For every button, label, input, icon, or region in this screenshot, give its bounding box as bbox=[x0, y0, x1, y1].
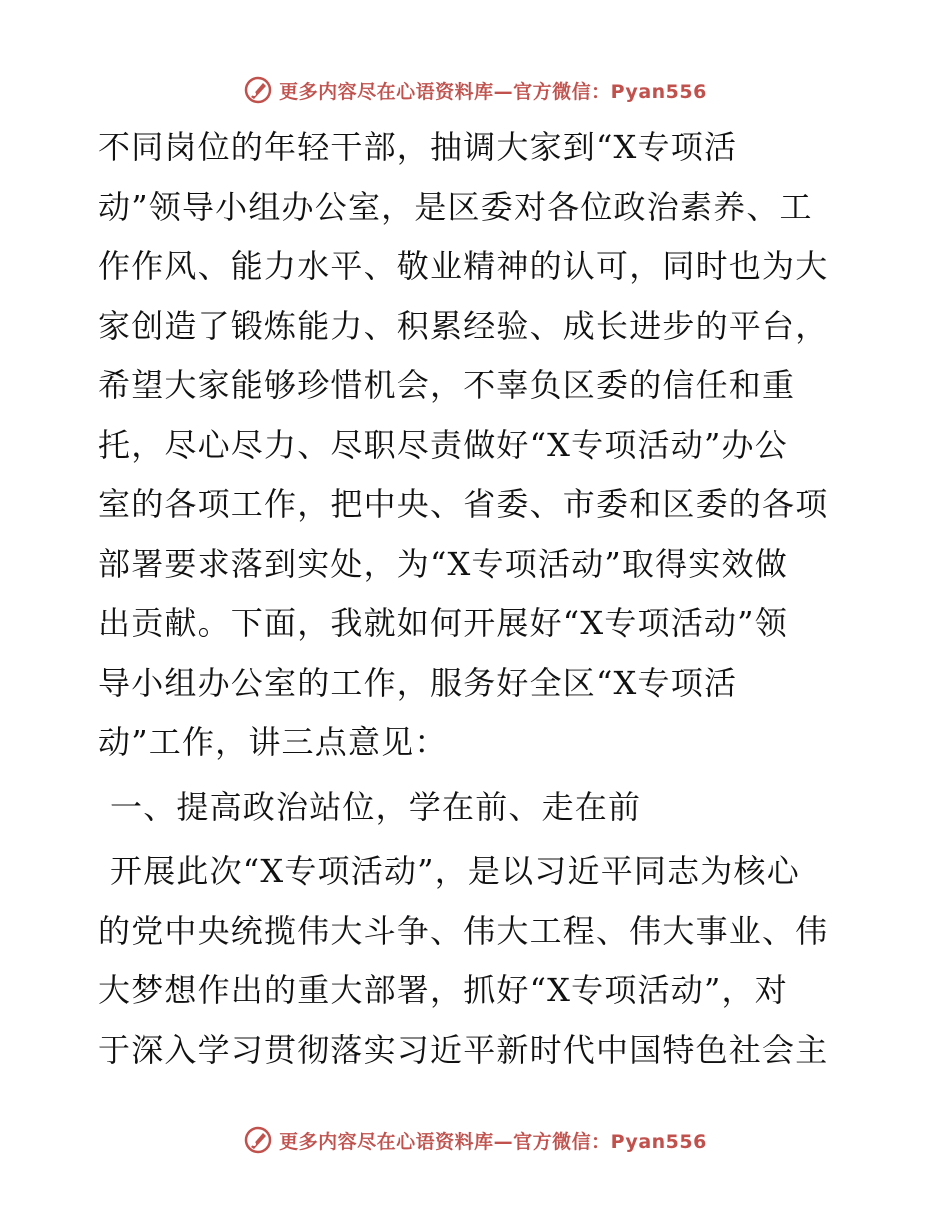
body-line: 室的各项工作，把中央、省委、市委和区委的各项 bbox=[98, 485, 829, 523]
body-line: 出贡献。下面，我就如何开展好“X专项活动”领 bbox=[98, 604, 788, 642]
body-line: 导小组办公室的工作，服务好全区“X专项活 bbox=[98, 663, 738, 702]
pen-logo-icon bbox=[243, 75, 273, 105]
header-watermark-banner bbox=[0, 70, 950, 110]
body-line: 动”工作，讲三点意见： bbox=[98, 723, 448, 761]
pen-logo-icon bbox=[243, 1125, 273, 1155]
body-line: 开展此次“X专项活动”，是以习近平同志为核心 bbox=[110, 852, 800, 890]
body-line: 动”领导小组办公室，是区委对各位政治素养、工 bbox=[98, 187, 813, 226]
footer-watermark-banner bbox=[0, 1120, 950, 1160]
body-line: 作作风、能力水平、敬业精神的认可，同时也为大 bbox=[98, 247, 829, 285]
body-line: 部署要求落到实处，为“X专项活动”取得实效做 bbox=[98, 544, 788, 583]
body-line: 于深入学习贯彻落实习近平新时代中国特色社会主 bbox=[98, 1030, 829, 1069]
document-body bbox=[98, 118, 858, 1080]
body-line: 不同岗位的年轻干部，抽调大家到“X专项活 bbox=[98, 128, 738, 166]
body-line: 家创造了锻炼能力、积累经验、成长进步的平台， bbox=[98, 306, 829, 345]
body-line: 希望大家能够珍惜机会，不辜负区委的信任和重 bbox=[98, 366, 796, 404]
header-banner-text: 更多内容尽在心语资料库—官方微信：Pyan556 bbox=[279, 80, 707, 103]
section-heading: 一、提高政治站位，学在前、走在前 bbox=[110, 787, 642, 826]
body-line: 的党中央统揽伟大斗争、伟大工程、伟大事业、伟 bbox=[98, 911, 829, 950]
body-line: 托，尽心尽力、尽职尽责做好“X专项活动”办公 bbox=[98, 425, 788, 464]
footer-banner-text: 更多内容尽在心语资料库—官方微信：Pyan556 bbox=[279, 1130, 707, 1153]
body-line: 大梦想作出的重大部署，抓好“X专项活动”，对 bbox=[98, 971, 788, 1009]
